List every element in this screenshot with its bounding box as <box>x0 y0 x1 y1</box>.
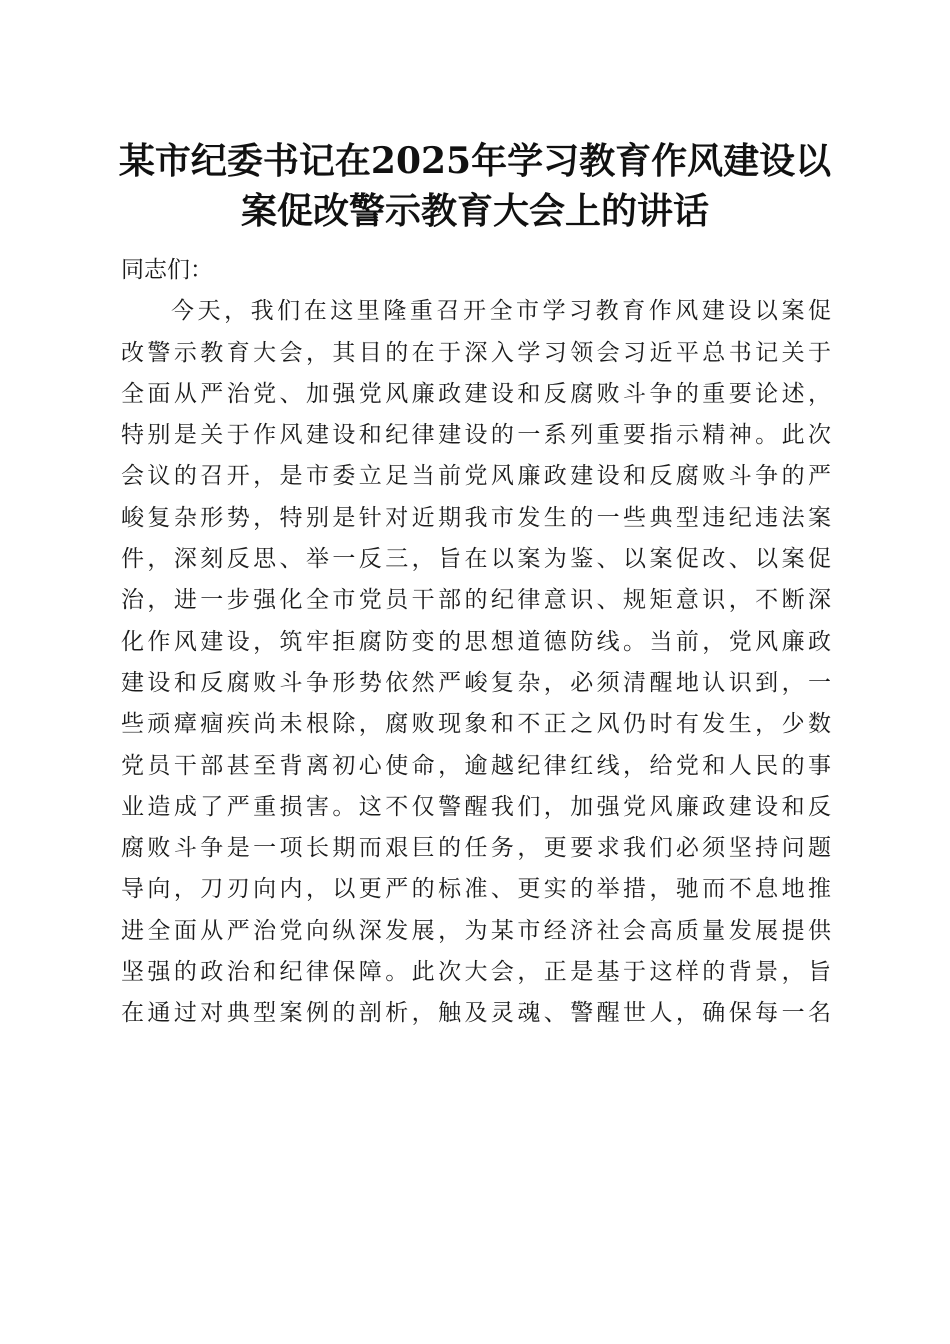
title-line-1: 某市纪委书记在2025年学习教育作风建设以 <box>118 140 832 182</box>
body-line: 业造成了严重损害。这不仅警醒我们，加强党风廉政建设和反 <box>121 793 831 820</box>
body-line: 治，进一步强化全市党员干部的纪律意识、规矩意识，不断深 <box>121 587 831 614</box>
body-line: 坚强的政治和纪律保障。此次大会，正是基于这样的背景，旨 <box>121 959 831 986</box>
body-line: 改警示教育大会，其目的在于深入学习领会习近平总书记关于 <box>121 339 831 366</box>
body-line: 些顽瘴痼疾尚未根除，腐败现象和不正之风仍时有发生，少数 <box>121 711 831 738</box>
body-line: 全面从严治党、加强党风廉政建设和反腐败斗争的重要论述， <box>121 380 831 407</box>
body-line: 进全面从严治党向纵深发展，为某市经济社会高质量发展提供 <box>121 917 831 944</box>
body-line: 今天，我们在这里隆重召开全市学习教育作风建设以案促 <box>171 298 831 325</box>
body-line: 建设和反腐败斗争形势依然严峻复杂，必须清醒地认识到，一 <box>121 669 831 696</box>
body-line: 导向，刀刃向内，以更严的标准、更实的举措，驰而不息地推 <box>121 876 831 903</box>
body-line: 特别是关于作风建设和纪律建设的一系列重要指示精神。此次 <box>121 422 831 449</box>
body-line: 腐败斗争是一项长期而艰巨的任务，更要求我们必须坚持问题 <box>121 835 831 862</box>
body-line: 在通过对典型案例的剖析，触及灵魂、警醒世人，确保每一名 <box>121 1000 831 1027</box>
body-line: 党员干部甚至背离初心使命，逾越纪律红线，给党和人民的事 <box>121 752 831 779</box>
body-line: 峻复杂形势，特别是针对近期我市发生的一些典型违纪违法案 <box>121 504 831 531</box>
page-title <box>100 136 850 236</box>
body-line: 会议的召开，是市委立足当前党风廉政建设和反腐败斗争的严 <box>121 463 831 490</box>
speech-body <box>121 250 831 1035</box>
body-line: 件，深刻反思、举一反三，旨在以案为鉴、以案促改、以案促 <box>121 546 831 573</box>
body-line: 化作风建设，筑牢拒腐防变的思想道德防线。当前，党风廉政 <box>121 628 831 655</box>
salutation: 同志们： <box>121 257 213 283</box>
title-line-2: 案促改警示教育大会上的讲话 <box>240 190 709 232</box>
